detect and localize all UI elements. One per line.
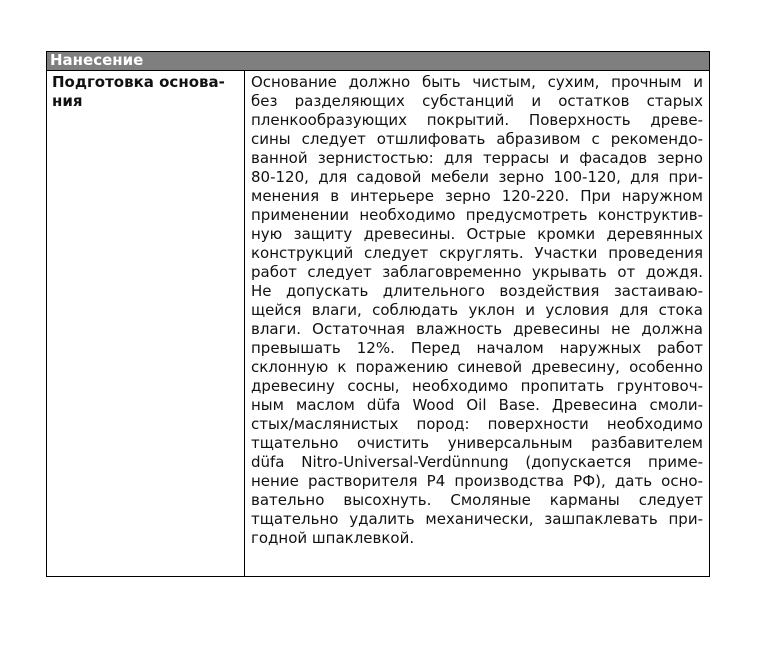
text-line: düfa Nitro-Universal-Verdünnung (допускается приме- xyxy=(251,453,703,471)
row-label-cell xyxy=(47,71,245,576)
text-line: ным маслом düfa Wood Oil Base. Древесина смоли- xyxy=(251,396,703,414)
text-line: годной шпаклевкой. xyxy=(251,529,415,547)
text-line: конструкций следует скруглять. Участки проведения xyxy=(251,244,703,262)
text-line: тщательно очистить универсальным разбавителем xyxy=(251,434,703,452)
text-line: превышать 12%. Перед началом наружных работ xyxy=(251,339,703,357)
text-line: стых/маслянистых пород: поверхности необходимо xyxy=(251,415,703,433)
text-line: Не допускать длительного воздействия застаиваю- xyxy=(251,282,703,300)
text-line: ванной зернистостью: для террасы и фасадов зерно xyxy=(251,149,703,167)
text-line: древесину сосны, необходимо пропитать грунтовоч- xyxy=(251,377,703,395)
text-line: склонную к поражению синевой древесину, особенно xyxy=(251,358,703,376)
text-line: нение растворителя Р4 производства РФ), дать осно- xyxy=(251,472,703,490)
text-line: пленкообразующих покрытий. Поверхность древе- xyxy=(251,111,703,129)
text-line: тщательно удалить механически, зашпаклевать при- xyxy=(251,510,703,528)
text-line: влаги. Остаточная влажность древесины не должна xyxy=(251,320,703,338)
text-line: сины следует отшлифовать абразивом с рекомендо- xyxy=(251,130,703,148)
row-label-line: ния xyxy=(52,92,83,110)
text-line: вательно высохнуть. Смоляные карманы следует xyxy=(251,491,703,509)
text-line: Основание должно быть чистым, сухим, прочным и xyxy=(251,73,703,91)
text-line: ную защиту древесины. Острые кромки деревянных xyxy=(251,225,703,243)
text-line: работ следует заблаговременно укрывать от дождя. xyxy=(251,263,703,281)
text-line: 80-120, для садовой мебели зерно 100-120, для при- xyxy=(251,168,703,186)
table-row xyxy=(47,71,709,576)
text-line: менения в интерьере зерно 120-220. При наружном xyxy=(251,187,703,205)
row-label-line: Подготовка основа- xyxy=(52,73,225,91)
text-line: щейся влаги, соблюдать уклон и условия для стока xyxy=(251,301,703,319)
row-text-cell xyxy=(245,71,709,576)
application-table xyxy=(46,51,710,577)
text-line: применении необходимо предусмотреть конструктив- xyxy=(251,206,703,224)
text-line: без разделяющих субстанций и остатков старых xyxy=(251,92,703,110)
section-header: Нанесение xyxy=(47,52,709,71)
